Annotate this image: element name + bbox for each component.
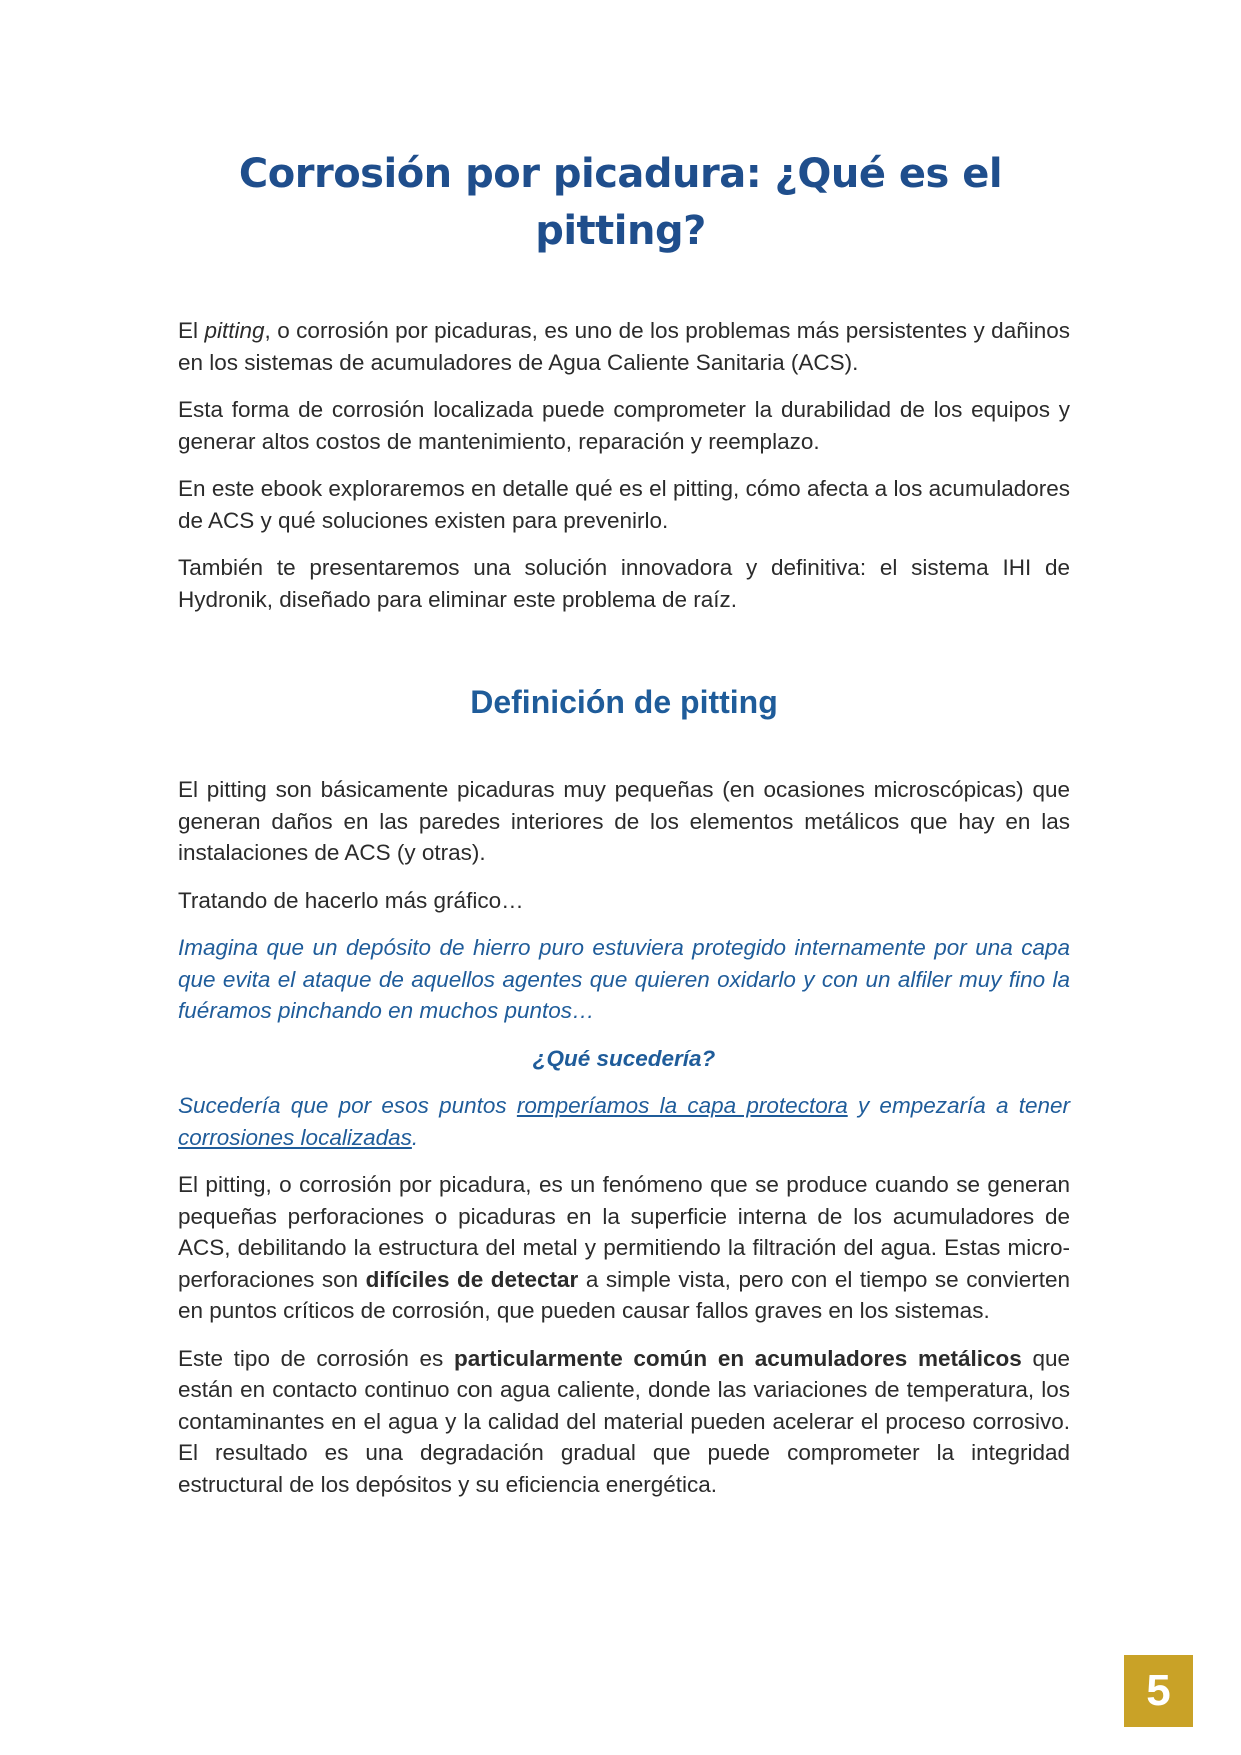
- title-line-2: pitting?: [535, 208, 706, 254]
- quote2-text-c: .: [411, 1124, 419, 1150]
- quote2-text-a: Sucedería que por esos puntos: [178, 1093, 517, 1118]
- definition-section: [178, 774, 1070, 1516]
- quote2-underlined-2: corrosiones localizadas: [178, 1124, 412, 1150]
- quote2-text-b: y empezaría a tener: [847, 1093, 1070, 1118]
- intro-p1-text: El: [178, 318, 205, 343]
- section-heading: Definición de pitting: [470, 684, 778, 720]
- intro-paragraph-3: En este ebook exploraremos en detalle qué es el pitting, cómo afecta a los acumuladores de ACS y qué soluciones existen para prevenirlo.: [178, 476, 1070, 533]
- page-number-badge: 5: [1124, 1655, 1193, 1727]
- definition-paragraph-3: [178, 1169, 1070, 1327]
- title-line-1: Corrosión por picadura: ¿Qué es el: [238, 151, 1003, 197]
- definition-paragraph-1: El pitting son básicamente picaduras muy pequeñas (en ocasiones microscópicas) que generan daños en las paredes interiores de los elementos metálicos que hay en las instalaciones de ACS (y otras).: [178, 777, 1070, 865]
- p3-text-b: a simple vista, pero con el tiempo se convierten en puntos críticos de corrosión, que pueden causar fallos graves en los sistemas.: [178, 1266, 1071, 1323]
- intro-p1-text-rest: , o corrosión por picaduras, es uno de los problemas más persistentes y dañinos en los sistemas de acumuladores de Agua Caliente Sanitaria (ACS).: [178, 318, 1070, 375]
- quote-question: ¿Qué sucedería?: [532, 1045, 716, 1071]
- p4-text-b: que están en contacto continuo con agua caliente, donde las variaciones de temperatura, los contaminantes en el agua y la calidad del material pueden acelerar el proceso corrosivo. El resultado es una degradación gradual que puede comprometer la integridad estructural de los depósitos y su eficiencia energética.: [178, 1345, 1070, 1497]
- quote-paragraph-2: [178, 1090, 1070, 1153]
- definition-paragraph-4: [178, 1343, 1070, 1501]
- definition-paragraph-2: Tratando de hacerlo más gráfico…: [178, 887, 524, 913]
- intro-paragraph-1: [178, 315, 1070, 378]
- intro-p1-emphasis: pitting: [204, 318, 265, 343]
- quote2-underlined-1: romperíamos la capa protectora: [516, 1093, 848, 1118]
- intro-paragraph-4: También te presentaremos una solución innovadora y definitiva: el sistema IHI de Hydronik, diseñado para eliminar este problema de raíz.: [178, 555, 1070, 612]
- quote-paragraph-1: Imagina que un depósito de hierro puro estuviera protegido internamente por una capa que evita el ataque de aquellos agentes que quieren oxidarlo y con un alfiler muy fino la fuéramos pinchando en muchos puntos…: [178, 935, 1070, 1023]
- p4-text-a: Este tipo de corrosión es: [178, 1345, 454, 1371]
- intro-section: [178, 315, 1070, 631]
- p4-bold: particularmente común en acumuladores metálicos: [453, 1345, 1022, 1371]
- p3-bold: difíciles de detectar: [365, 1266, 579, 1292]
- intro-paragraph-2: Esta forma de corrosión localizada puede comprometer la durabilidad de los equipos y generar altos costos de mantenimiento, reparación y reemplazo.: [178, 397, 1070, 454]
- page-title: [200, 146, 1041, 260]
- p3-text-a: El pitting, o corrosión por picadura, es un fenómeno que se produce cuando se generan pequeñas perforaciones o picaduras en la superficie interna de los acumuladores de ACS, debilitando la estructura del metal y permitiendo la filtración del agua. Estas micro-perforaciones son: [178, 1172, 1070, 1292]
